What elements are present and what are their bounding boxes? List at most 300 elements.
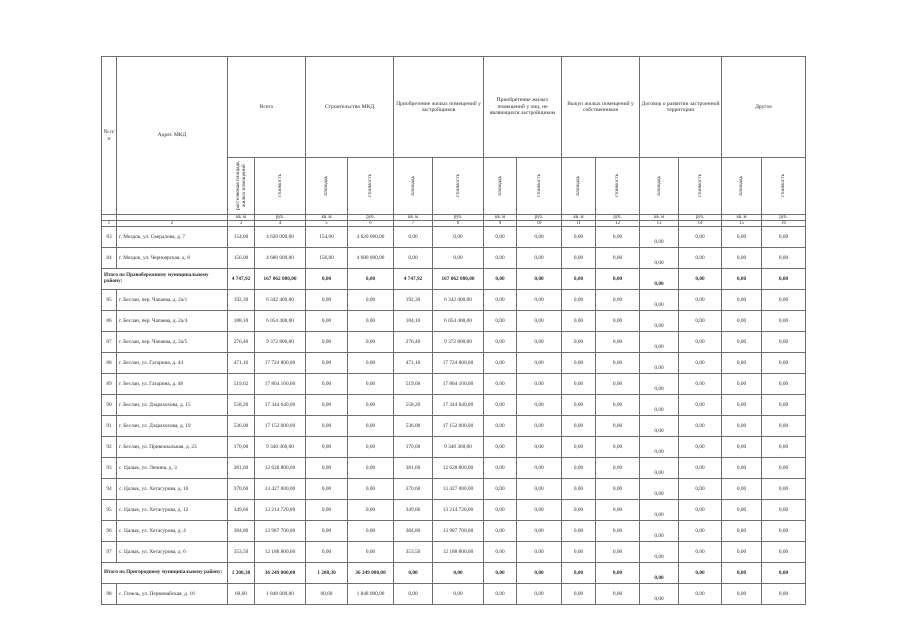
value-cell: 276,40 [228, 332, 255, 353]
value-cell: 0,00 [679, 227, 722, 248]
value-cell: 0,00 [517, 437, 562, 458]
value-cell: 0,00 [562, 395, 596, 416]
row-address: г. Беслан, ул. Гагарина, д. 44 [117, 353, 228, 374]
value-cell: 0,00 [640, 437, 679, 458]
header-group-other: Другое [722, 57, 806, 158]
table-row [102, 584, 806, 605]
value-cell: 0,00 [679, 479, 722, 500]
column-number: 11 [562, 221, 596, 227]
value-cell: 0,00 [640, 353, 679, 374]
value-cell: 0,00 [306, 416, 348, 437]
value-cell: 0,00 [306, 374, 348, 395]
unit-cell: руб. [348, 215, 394, 221]
value-cell: 558,20 [228, 395, 255, 416]
value-cell: 36 249 000,00 [255, 563, 306, 584]
value-cell: 0,00 [679, 353, 722, 374]
value-cell: 192,30 [228, 290, 255, 311]
value-cell: 0,00 [394, 584, 433, 605]
value-cell: 188,10 [228, 311, 255, 332]
value-cell: 0,00 [762, 563, 806, 584]
value-cell: 0,00 [640, 458, 679, 479]
unit-cell: кв. м [394, 215, 433, 221]
row-number: 93 [102, 458, 117, 479]
value-cell: 0,00 [722, 521, 762, 542]
value-cell: 4 747,92 [394, 269, 433, 290]
subtotal-label: Итого по Правобережному муниципальному району: [102, 269, 228, 290]
table-row [102, 290, 806, 311]
subtotal-row [102, 563, 806, 584]
row-address: г. Беслан, пер. Чапаева, д. 2а/4 [117, 311, 228, 332]
value-cell: 0,00 [562, 353, 596, 374]
value-cell: 0,00 [433, 248, 484, 269]
value-cell: 0,00 [306, 458, 348, 479]
unit-cell: кв. м [722, 215, 762, 221]
value-cell: 0,00 [348, 500, 394, 521]
value-cell: 0,00 [517, 521, 562, 542]
row-number: 83 [102, 227, 117, 248]
value-cell: 0,00 [517, 311, 562, 332]
row-address: с. Гизель, ул. Первомайская, д. 16 [117, 584, 228, 605]
value-cell: 9 340 360,00 [433, 437, 484, 458]
value-cell: 0,00 [722, 227, 762, 248]
value-cell: 0,00 [762, 479, 806, 500]
value-cell: 0,00 [762, 290, 806, 311]
value-cell: 381,60 [394, 458, 433, 479]
value-cell: 170,00 [228, 437, 255, 458]
header-group-buyout: Выкуп жилых помещений у собственников [562, 57, 640, 158]
value-cell: 471,16 [394, 353, 433, 374]
sub-header: расселяемая площадь жилых помещений [228, 158, 255, 215]
row-address: г. Беслан, пер. Чапаева, д. 2а/5 [117, 332, 228, 353]
unit-cell: руб. [762, 215, 806, 221]
value-cell: 13 214 720,00 [255, 500, 306, 521]
value-cell: 0,00 [722, 584, 762, 605]
value-cell: 0,00 [433, 227, 484, 248]
value-cell: 1 848 000,00 [255, 584, 306, 605]
column-number: 12 [596, 221, 640, 227]
value-cell: 12 188 800,00 [255, 542, 306, 563]
value-cell: 0,00 [679, 437, 722, 458]
table-row [102, 437, 806, 458]
value-cell: 0,00 [484, 542, 517, 563]
column-number: 13 [640, 221, 679, 227]
value-cell: 156,00 [306, 248, 348, 269]
column-number: 9 [484, 221, 517, 227]
value-cell: 0,00 [394, 563, 433, 584]
column-number: 7 [394, 221, 433, 227]
value-cell: 0,00 [596, 332, 640, 353]
value-cell: 184,10 [394, 311, 433, 332]
value-cell: 0,00 [722, 542, 762, 563]
value-cell: 0,00 [722, 563, 762, 584]
value-cell: 0,00 [562, 479, 596, 500]
value-cell: 0,00 [562, 269, 596, 290]
value-cell: 0,00 [394, 248, 433, 269]
row-address: с. Цалык, ул. Ленина, д. 3 [117, 458, 228, 479]
subtotal-label: Итого по Пригородному муниципальному району: [102, 563, 228, 584]
table-row [102, 311, 806, 332]
header-group-purchase-non-developers: Приобретение жилых помещений у лиц, не являющихся застройщиком [484, 57, 562, 158]
value-cell: 0,00 [517, 563, 562, 584]
value-cell: 0,00 [722, 269, 762, 290]
value-cell: 9 372 800,00 [433, 332, 484, 353]
value-cell: 60,60 [228, 584, 255, 605]
value-cell: 0,00 [484, 479, 517, 500]
value-cell: 381,60 [228, 458, 255, 479]
value-cell: 0,00 [517, 269, 562, 290]
value-cell: 536,00 [228, 416, 255, 437]
sub-header: стоимость [348, 158, 394, 215]
value-cell: 167 062 080,00 [255, 269, 306, 290]
value-cell: 0,00 [348, 290, 394, 311]
value-cell: 13 427 000,00 [433, 479, 484, 500]
value-cell: 0,00 [517, 374, 562, 395]
column-number: 6 [348, 221, 394, 227]
value-cell: 0,00 [562, 437, 596, 458]
value-cell: 0,00 [306, 290, 348, 311]
row-address: г. Моздок, ул. Черноярская, д. 8 [117, 248, 228, 269]
table-row [102, 227, 806, 248]
value-cell: 0,00 [679, 311, 722, 332]
value-cell: 0,00 [640, 500, 679, 521]
row-number: 89 [102, 374, 117, 395]
value-cell: 0,00 [762, 269, 806, 290]
column-number: 4 [255, 221, 306, 227]
header-group-construction: Строительство МКД [306, 57, 394, 158]
row-address: г. Беслан, ул. Дзарахохова, д. 15 [117, 395, 228, 416]
value-cell: 0,00 [562, 311, 596, 332]
value-cell: 0,00 [722, 416, 762, 437]
value-cell: 13 427 000,00 [255, 479, 306, 500]
value-cell: 0,00 [306, 521, 348, 542]
row-number: 96 [102, 521, 117, 542]
value-cell: 0,00 [306, 500, 348, 521]
sub-header: площадь [484, 158, 517, 215]
value-cell: 0,00 [484, 353, 517, 374]
value-cell: 0,00 [640, 311, 679, 332]
value-cell: 0,00 [679, 416, 722, 437]
value-cell: 0,00 [306, 332, 348, 353]
value-cell: 0,00 [722, 290, 762, 311]
row-address: с. Цалык, ул. Хетагурова, д. 6 [117, 542, 228, 563]
value-cell: 0,00 [596, 227, 640, 248]
sub-header: площадь [394, 158, 433, 215]
table-row [102, 248, 806, 269]
unit-cell: кв. м [228, 215, 255, 221]
value-cell: 0,00 [596, 542, 640, 563]
value-cell: 0,00 [596, 458, 640, 479]
value-cell: 0,00 [348, 521, 394, 542]
value-cell: 0,00 [640, 248, 679, 269]
value-cell: 0,00 [596, 395, 640, 416]
value-cell: 0,00 [596, 269, 640, 290]
row-number: 85 [102, 290, 117, 311]
value-cell: 0,00 [596, 437, 640, 458]
header-address: Адрес МКД [117, 57, 228, 215]
value-cell: 370,60 [228, 479, 255, 500]
value-cell: 0,00 [484, 374, 517, 395]
value-cell: 0,00 [640, 374, 679, 395]
value-cell: 0,00 [762, 458, 806, 479]
sub-header: площадь [306, 158, 348, 215]
value-cell: 0,00 [679, 269, 722, 290]
value-cell: 0,00 [596, 416, 640, 437]
value-cell: 4 680 000,00 [255, 248, 306, 269]
value-cell: 0,00 [562, 416, 596, 437]
value-cell: 1 208,30 [306, 563, 348, 584]
subtotal-row [102, 269, 806, 290]
value-cell: 0,00 [762, 353, 806, 374]
value-cell: 353,50 [394, 542, 433, 563]
value-cell: 0,00 [679, 563, 722, 584]
unit-cell: кв. м [562, 215, 596, 221]
value-cell: 0,00 [596, 374, 640, 395]
value-cell: 0,00 [517, 353, 562, 374]
value-cell: 17 344 640,00 [255, 395, 306, 416]
value-cell: 0,00 [640, 290, 679, 311]
row-number: 87 [102, 332, 117, 353]
value-cell: 0,00 [762, 311, 806, 332]
sub-header: стоимость [433, 158, 484, 215]
value-cell: 536,00 [394, 416, 433, 437]
table-row [102, 374, 806, 395]
value-cell: 9 372 800,00 [255, 332, 306, 353]
value-cell: 6 054 400,00 [255, 311, 306, 332]
sub-header: площадь [562, 158, 596, 215]
value-cell: 0,00 [517, 458, 562, 479]
value-cell: 0,00 [640, 227, 679, 248]
value-cell: 0,00 [306, 479, 348, 500]
value-cell: 0,00 [679, 500, 722, 521]
row-address: г. Беслан, ул. Привокзальная, д. 23 [117, 437, 228, 458]
header-group-purchase-developers: Приобретение жилых помещений у застройщиков [394, 57, 484, 158]
value-cell: 12 628 800,00 [433, 458, 484, 479]
value-cell: 0,00 [679, 458, 722, 479]
value-cell: 4 747,92 [228, 269, 255, 290]
value-cell: 0,00 [722, 500, 762, 521]
table-row [102, 458, 806, 479]
value-cell: 154,00 [228, 227, 255, 248]
value-cell: 0,00 [722, 311, 762, 332]
value-cell: 13 214 720,00 [433, 500, 484, 521]
column-number: 3 [228, 221, 255, 227]
value-cell: 471,16 [228, 353, 255, 374]
row-address: г. Беслан, ул. Гагарина, д. 48 [117, 374, 228, 395]
value-cell: 17 864 160,00 [433, 374, 484, 395]
value-cell: 0,00 [484, 563, 517, 584]
value-cell: 0,00 [679, 374, 722, 395]
value-cell: 12 628 800,00 [255, 458, 306, 479]
value-cell: 0,00 [394, 227, 433, 248]
row-number: 84 [102, 248, 117, 269]
value-cell: 0,00 [762, 332, 806, 353]
value-cell: 0,00 [484, 248, 517, 269]
value-cell: 0,00 [562, 521, 596, 542]
value-cell: 0,00 [517, 227, 562, 248]
value-cell: 17 724 800,00 [255, 353, 306, 374]
value-cell: 0,00 [348, 353, 394, 374]
group-header-row [102, 57, 806, 158]
value-cell: 0,00 [562, 227, 596, 248]
value-cell: 0,00 [596, 500, 640, 521]
row-number: 92 [102, 437, 117, 458]
unit-cell: руб. [517, 215, 562, 221]
value-cell: 349,66 [394, 500, 433, 521]
sub-header: стоимость [255, 158, 306, 215]
value-cell: 0,00 [722, 479, 762, 500]
value-cell: 0,00 [562, 458, 596, 479]
column-number: 1 [102, 221, 117, 227]
value-cell: 0,00 [348, 458, 394, 479]
value-cell: 1 848 000,00 [348, 584, 394, 605]
header-no: № п/п [102, 57, 117, 215]
value-cell: 0,00 [306, 437, 348, 458]
unit-cell: руб. [679, 215, 722, 221]
value-cell: 0,00 [433, 563, 484, 584]
value-cell: 154,00 [306, 227, 348, 248]
value-cell: 0,00 [562, 374, 596, 395]
value-cell: 353,50 [228, 542, 255, 563]
value-cell: 0,00 [722, 332, 762, 353]
value-cell: 0,00 [596, 479, 640, 500]
value-cell: 0,00 [484, 269, 517, 290]
value-cell: 0,00 [640, 416, 679, 437]
table-row [102, 542, 806, 563]
value-cell: 6 342 400,00 [255, 290, 306, 311]
value-cell: 0,00 [562, 584, 596, 605]
value-cell: 370,60 [394, 479, 433, 500]
value-cell: 0,00 [484, 416, 517, 437]
value-cell: 0,00 [348, 269, 394, 290]
value-cell: 0,00 [762, 227, 806, 248]
value-cell: 17 724 800,00 [433, 353, 484, 374]
value-cell: 0,00 [679, 542, 722, 563]
value-cell: 36 249 000,00 [348, 563, 394, 584]
value-cell: 0,00 [517, 500, 562, 521]
value-cell: 0,00 [306, 311, 348, 332]
table-row [102, 395, 806, 416]
unit-cell: кв. м [306, 215, 348, 221]
value-cell: 0,00 [348, 479, 394, 500]
value-cell: 0,00 [640, 584, 679, 605]
value-cell: 0,00 [562, 332, 596, 353]
sub-header: стоимость [517, 158, 562, 215]
value-cell: 0,00 [640, 332, 679, 353]
value-cell: 0,00 [679, 521, 722, 542]
value-cell: 558,20 [394, 395, 433, 416]
value-cell: 0,00 [484, 311, 517, 332]
value-cell: 0,00 [640, 542, 679, 563]
value-cell: 0,00 [762, 248, 806, 269]
value-cell: 0,00 [484, 227, 517, 248]
value-cell: 0,00 [433, 584, 484, 605]
value-cell: 0,00 [596, 311, 640, 332]
column-number: 14 [679, 221, 722, 227]
value-cell: 167 062 080,00 [433, 269, 484, 290]
value-cell: 0,00 [306, 269, 348, 290]
value-cell: 519,60 [394, 374, 433, 395]
value-cell: 0,00 [517, 416, 562, 437]
housing-resettlement-table [101, 56, 806, 605]
value-cell: 0,00 [722, 353, 762, 374]
value-cell: 0,00 [517, 395, 562, 416]
value-cell: 4 620 000,00 [255, 227, 306, 248]
value-cell: 0,00 [596, 353, 640, 374]
value-cell: 0,00 [679, 332, 722, 353]
value-cell: 0,00 [517, 248, 562, 269]
value-cell: 0,00 [306, 395, 348, 416]
value-cell: 60,60 [306, 584, 348, 605]
unit-cell: руб. [433, 215, 484, 221]
sub-header: стоимость [762, 158, 806, 215]
value-cell: 0,00 [348, 311, 394, 332]
value-cell: 349,66 [228, 500, 255, 521]
value-cell: 0,00 [348, 416, 394, 437]
value-cell: 0,00 [306, 353, 348, 374]
table-row [102, 479, 806, 500]
value-cell: 0,00 [640, 563, 679, 584]
row-address: с. Цалык, ул. Хетагурова, д. 12 [117, 500, 228, 521]
row-number: 94 [102, 479, 117, 500]
value-cell: 0,00 [484, 521, 517, 542]
value-cell: 13 987 700,00 [255, 521, 306, 542]
value-cell: 0,00 [762, 437, 806, 458]
value-cell: 0,00 [640, 521, 679, 542]
row-address: г. Беслан, пер. Чапаева, д. 2а/1 [117, 290, 228, 311]
value-cell: 0,00 [484, 290, 517, 311]
value-cell: 0,00 [348, 374, 394, 395]
row-number: 88 [102, 353, 117, 374]
column-number: 10 [517, 221, 562, 227]
value-cell: 0,00 [722, 248, 762, 269]
column-number: 2 [117, 221, 228, 227]
value-cell: 0,00 [562, 542, 596, 563]
value-cell: 519,62 [228, 374, 255, 395]
row-number: 97 [102, 542, 117, 563]
value-cell: 0,00 [348, 395, 394, 416]
value-cell: 0,00 [562, 290, 596, 311]
value-cell: 13 987 700,00 [433, 521, 484, 542]
value-cell: 0,00 [762, 500, 806, 521]
value-cell: 0,00 [762, 584, 806, 605]
value-cell: 17 152 000,00 [255, 416, 306, 437]
value-cell: 0,00 [348, 542, 394, 563]
sub-header: площадь [640, 158, 679, 215]
value-cell: 0,00 [722, 437, 762, 458]
column-number: 8 [433, 221, 484, 227]
row-number: 95 [102, 500, 117, 521]
row-number: 98 [102, 584, 117, 605]
value-cell: 0,00 [640, 395, 679, 416]
value-cell: 384,80 [394, 521, 433, 542]
value-cell: 0,00 [484, 332, 517, 353]
header-group-total: Всего [228, 57, 306, 158]
value-cell: 0,00 [722, 374, 762, 395]
table-row [102, 416, 806, 437]
value-cell: 0,00 [348, 332, 394, 353]
value-cell: 17 864 160,00 [255, 374, 306, 395]
value-cell: 0,00 [762, 395, 806, 416]
row-address: с. Цалык, ул. Хетагурова, д. 4 [117, 521, 228, 542]
unit-cell: руб. [255, 215, 306, 221]
value-cell: 0,00 [762, 521, 806, 542]
value-cell: 0,00 [306, 542, 348, 563]
value-cell: 12 188 800,00 [433, 542, 484, 563]
value-cell: 4 680 000,00 [348, 248, 394, 269]
table-body [102, 227, 806, 605]
value-cell: 0,00 [722, 395, 762, 416]
unit-cell: кв. м [640, 215, 679, 221]
